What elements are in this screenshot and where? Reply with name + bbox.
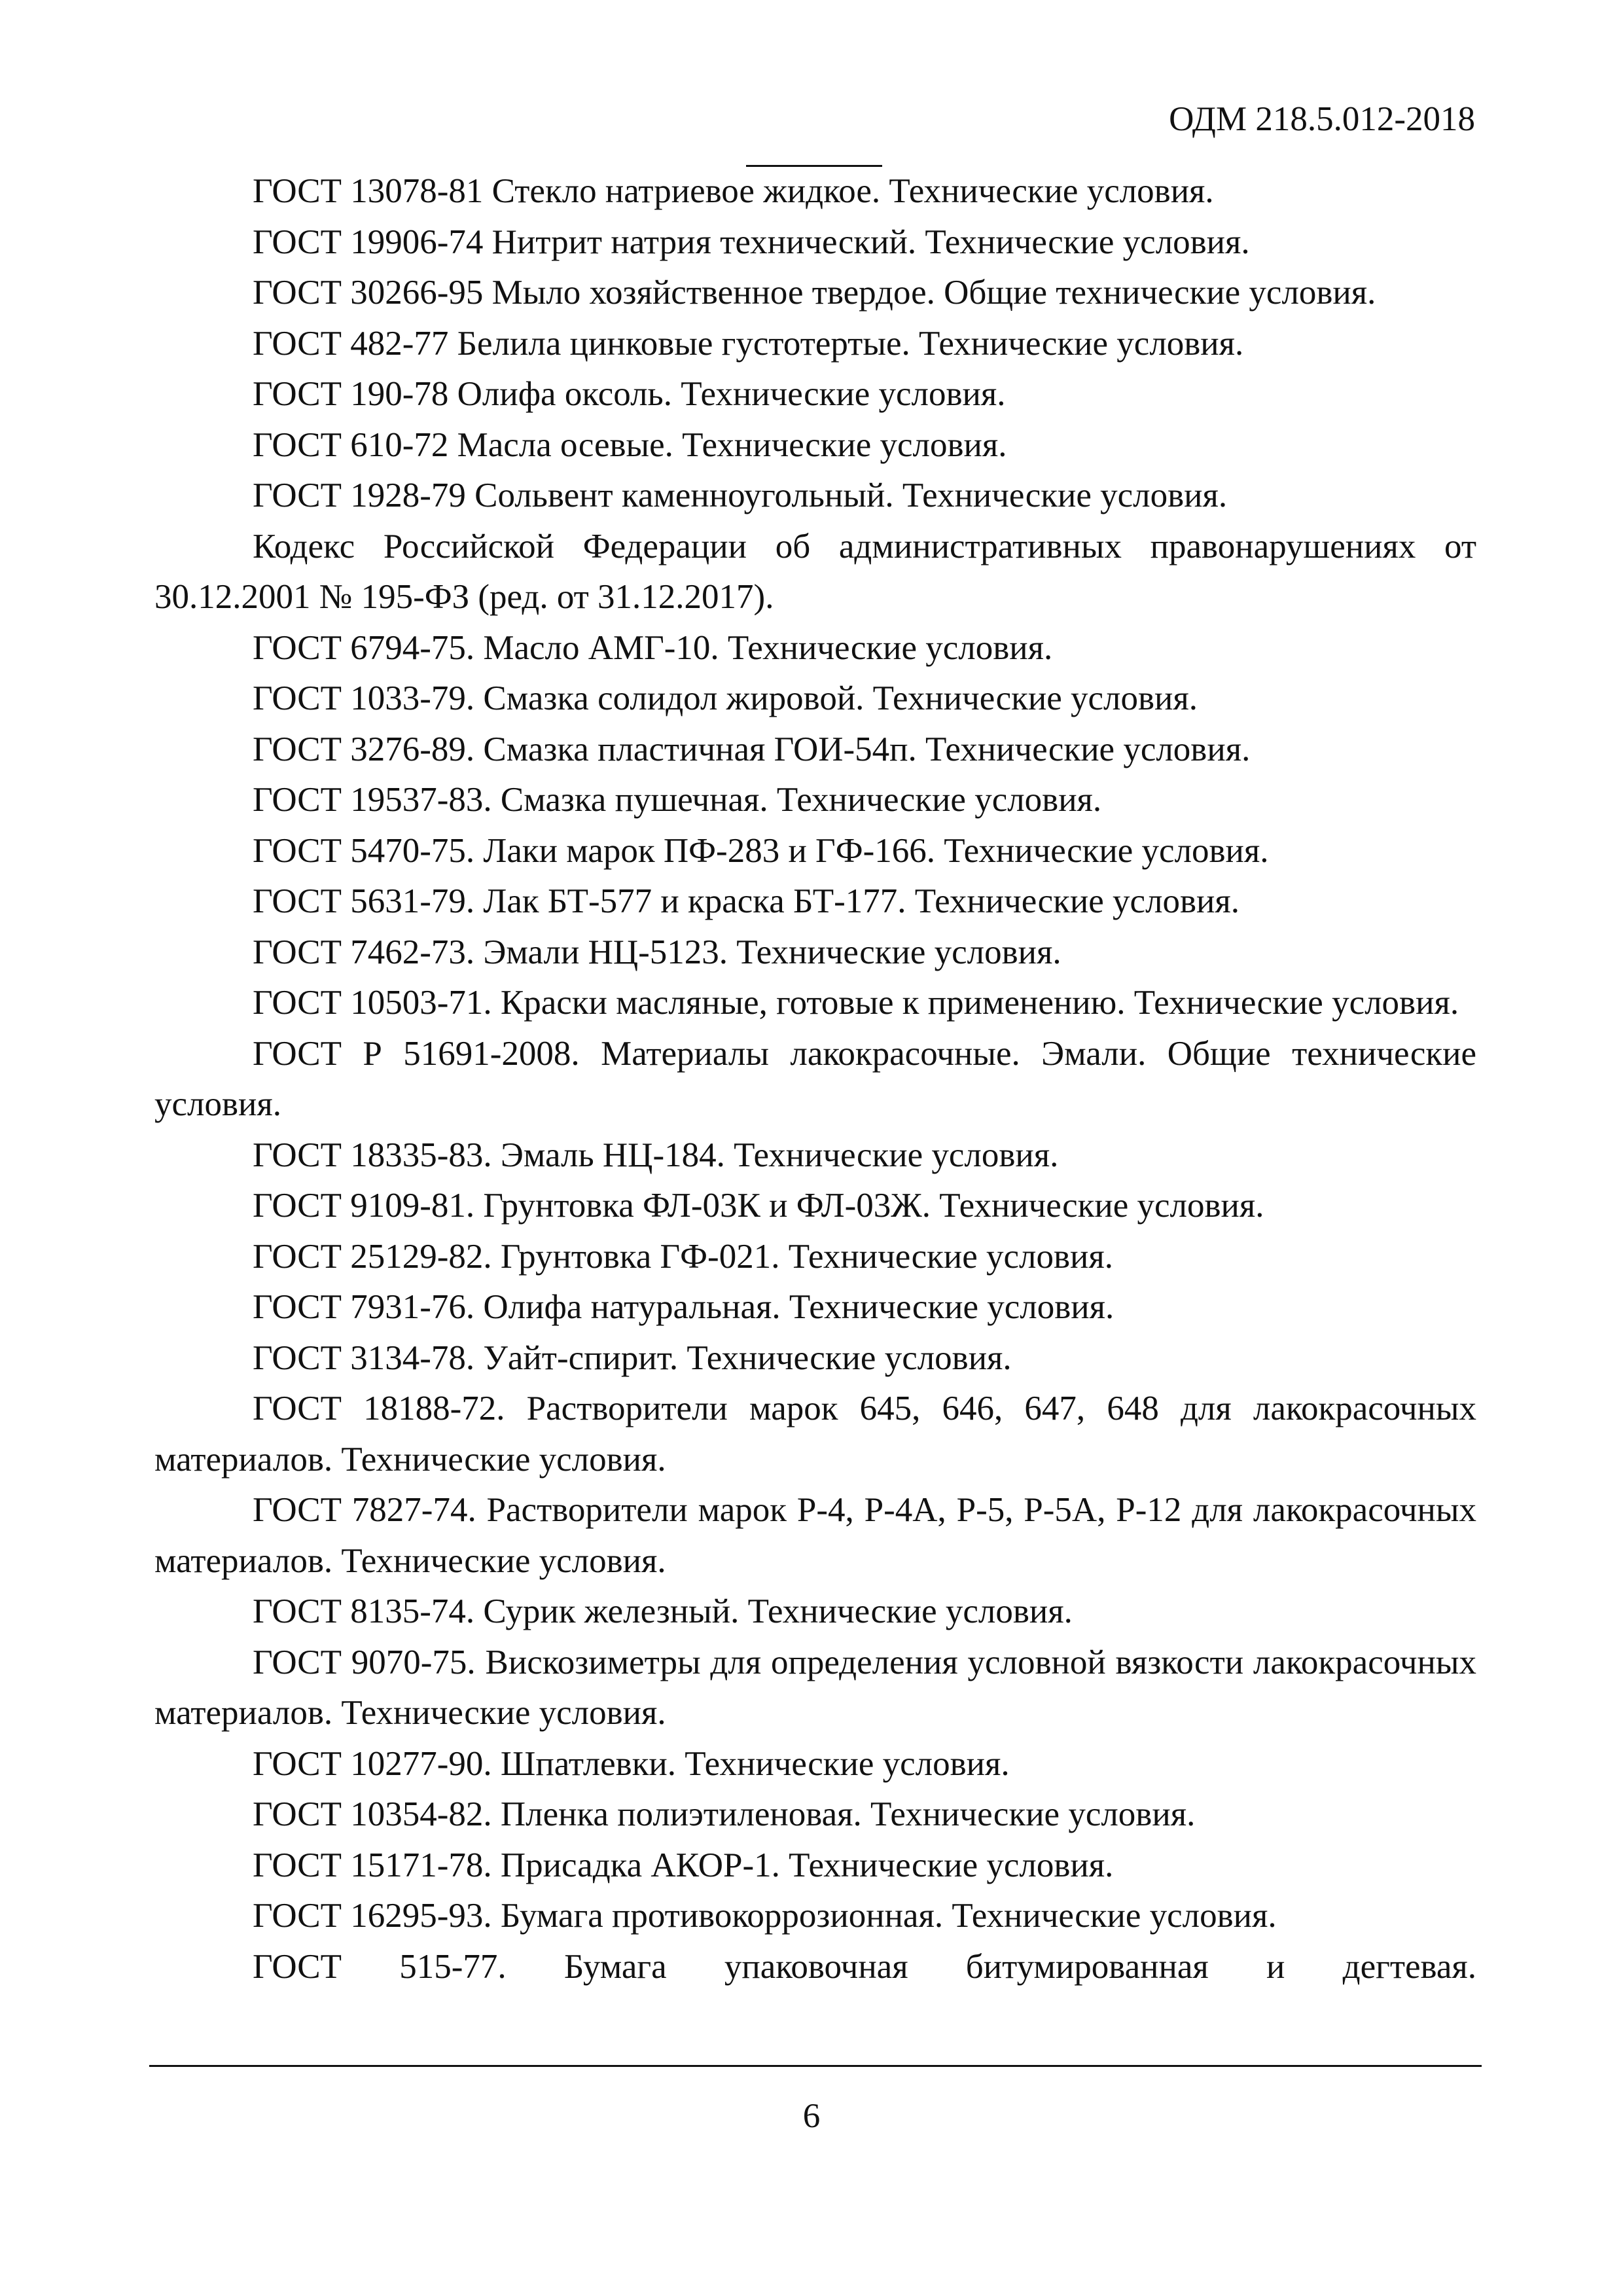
reference-entry: ГОСТ 482-77 Белила цинковые густотертые. Технические условия. xyxy=(253,324,1244,363)
reference-entry: ГОСТ 19906-74 Нитрит натрия технический. Технические условия. xyxy=(253,223,1250,261)
reference-entry: ГОСТ 8135-74. Сурик железный. Технические условия. xyxy=(253,1592,1073,1630)
document-code: ОДМ 218.5.012-2018 xyxy=(1169,100,1475,138)
reference-entry: ГОСТ 3134-78. Уайт-спирит. Технические условия. xyxy=(253,1338,1012,1377)
footer-rule xyxy=(149,2065,1482,2067)
reference-entry: ГОСТ 18188-72. Растворители марок 645, 646, 647, 648 для лакокрасочных материалов. Технические условия. xyxy=(154,1390,1476,1479)
reference-entry: ГОСТ 7931-76. Олифа натуральная. Технические условия. xyxy=(253,1288,1115,1326)
reference-entry: ГОСТ 190-78 Олифа оксоль. Технические условия. xyxy=(253,375,1006,413)
reference-entry: ГОСТ 5470-75. Лаки марок ПФ-283 и ГФ-166. Технические условия. xyxy=(253,831,1269,870)
reference-entry: ГОСТ 19537-83. Смазка пушечная. Технические условия. xyxy=(253,781,1102,819)
reference-entry: ГОСТ 16295-93. Бумага противокоррозионная. Технические условия. xyxy=(253,1897,1277,1935)
reference-entry: ГОСТ 1033-79. Смазка солидол жировой. Технические условия. xyxy=(253,679,1198,717)
reference-entry: ГОСТ 9109-81. Грунтовка ФЛ-03К и ФЛ-03Ж. Технические условия. xyxy=(253,1187,1264,1225)
reference-entry: ГОСТ 18335-83. Эмаль НЦ-184. Технические условия. xyxy=(253,1136,1059,1174)
reference-entry: ГОСТ 25129-82. Грунтовка ГФ-021. Технические условия. xyxy=(253,1237,1114,1276)
reference-entry: ГОСТ 15171-78. Присадка АКОР-1. Технические условия. xyxy=(253,1846,1114,1884)
reference-entry: ГОСТ 610-72 Масла осевые. Технические условия. xyxy=(253,425,1007,464)
reference-entry: ГОСТ 6794-75. Масло АМГ-10. Технические условия. xyxy=(253,628,1053,667)
reference-entry: ГОСТ 7827-74. Растворители марок Р-4, Р-4А, Р-5, Р-5А, Р-12 для лакокрасочных материалов. Технические условия. xyxy=(154,1491,1476,1580)
reference-entry: ГОСТ 515-77. Бумага упаковочная битумированная и дегтевая. xyxy=(253,1947,1476,1986)
reference-entry: ГОСТ 10503-71. Краски масляные, готовые к применению. Технические условия. xyxy=(253,984,1459,1022)
reference-entry: ГОСТ 10354-82. Пленка полиэтиленовая. Технические условия. xyxy=(253,1795,1196,1833)
reference-entry: ГОСТ 3276-89. Смазка пластичная ГОИ-54п. Технические условия. xyxy=(253,730,1251,768)
reference-entry: ГОСТ 5631-79. Лак БТ-577 и краска БТ-177. Технические условия. xyxy=(253,882,1240,920)
reference-entry: ГОСТ 1928-79 Сольвент каменноугольный. Технические условия. xyxy=(253,476,1228,514)
reference-list xyxy=(154,166,1476,1992)
reference-entry: ГОСТ 10277-90. Шпатлевки. Технические условия. xyxy=(253,1744,1010,1783)
reference-entry: Кодекс Российской Федерации об административных правонарушениях от 30.12.2001 № 195-ФЗ (ред. от 31.12.2017). xyxy=(154,527,1476,616)
reference-entry: ГОСТ Р 51691-2008. Материалы лакокрасочные. Эмали. Общие технические условия. xyxy=(154,1034,1476,1123)
reference-entry: ГОСТ 7462-73. Эмали НЦ-5123. Технические условия. xyxy=(253,933,1061,971)
page-number: 6 xyxy=(802,2097,821,2135)
reference-entry: ГОСТ 9070-75. Вискозиметры для определения условной вязкости лакокрасочных материалов. Технические условия. xyxy=(154,1643,1476,1732)
reference-entry: ГОСТ 30266-95 Мыло хозяйственное твердое. Общие технические условия. xyxy=(253,274,1376,312)
reference-entry: ГОСТ 13078-81 Стекло натриевое жидкое. Технические условия. xyxy=(253,172,1214,210)
